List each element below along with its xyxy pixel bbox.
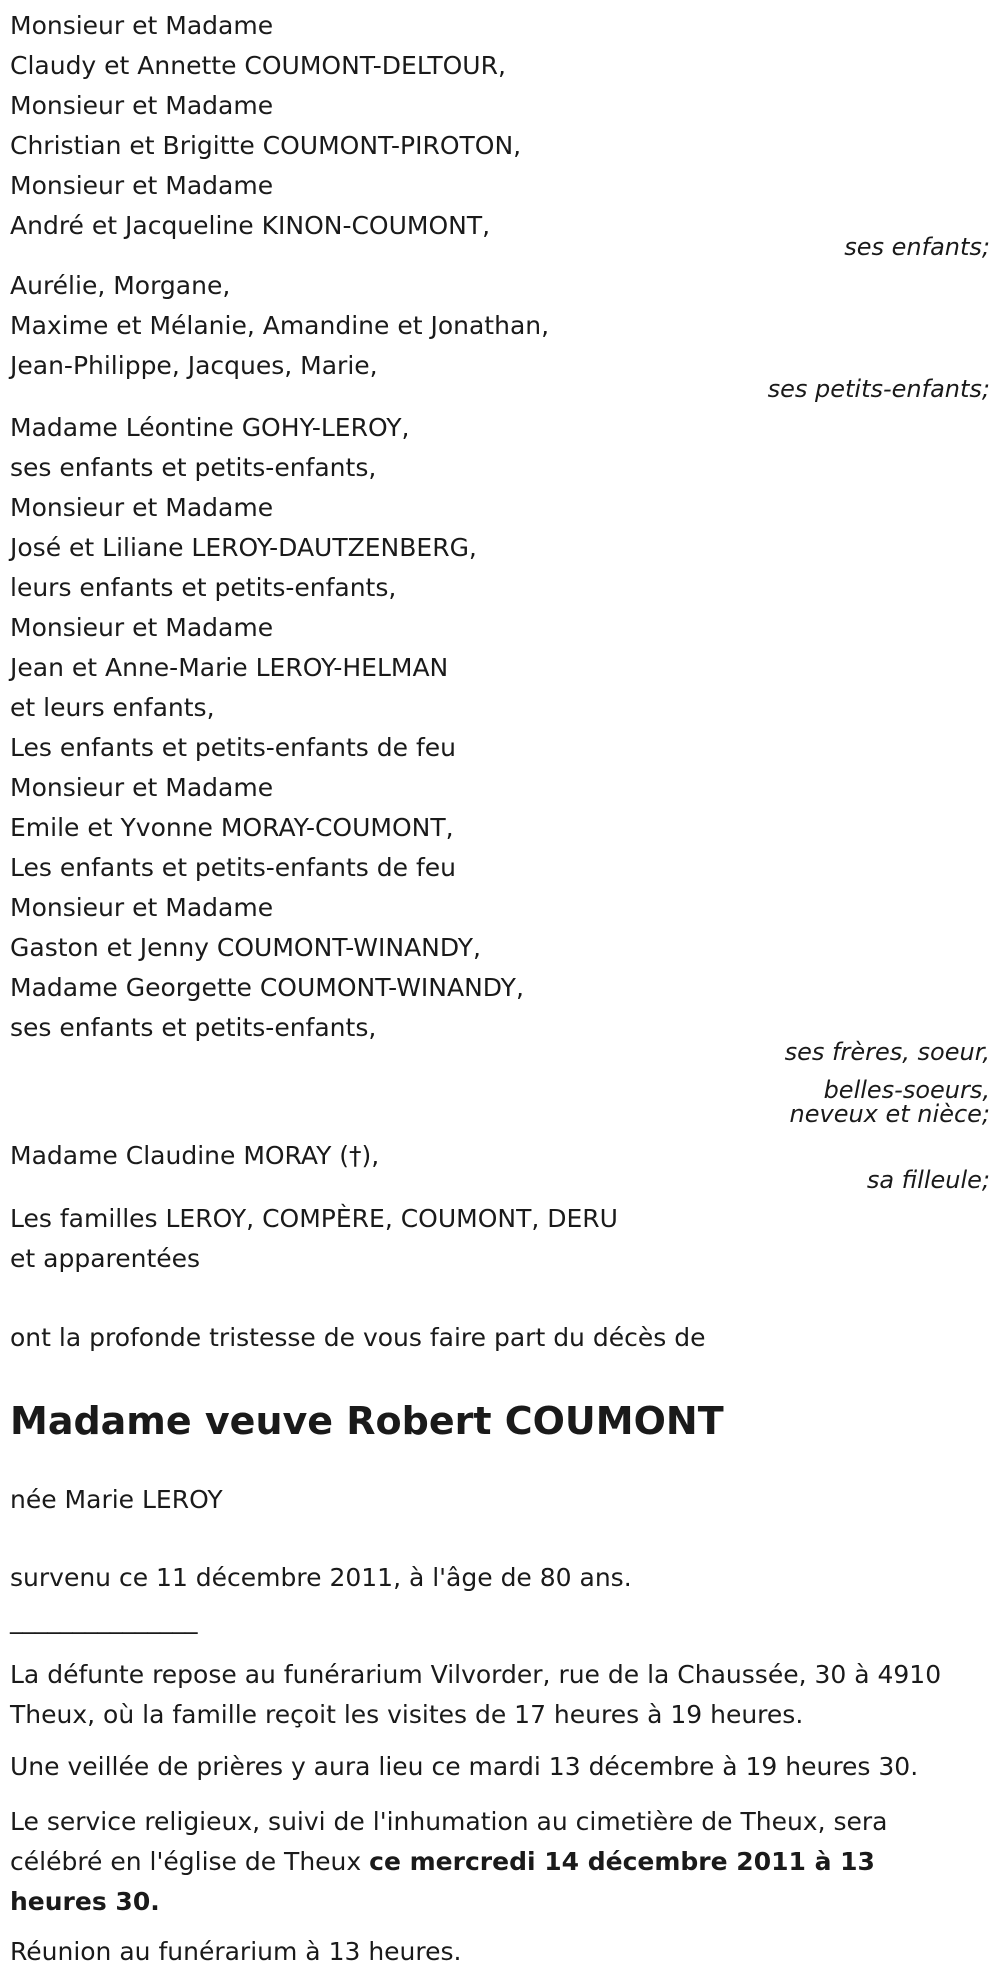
children-line: André et Jacqueline KINON-COUMONT, — [10, 211, 491, 240]
siblings-line: ses enfants et petits-enfants, — [10, 1013, 377, 1042]
families-group — [10, 1199, 618, 1279]
siblings-line: Gaston et Jenny COUMONT-WINANDY, — [10, 933, 481, 962]
announcement-text: ont la profonde tristesse de vous faire part du décès de — [10, 1323, 706, 1352]
children-line: Monsieur et Madame — [10, 11, 274, 40]
vigil-paragraph: Une veillée de prières y aura lieu ce mardi 13 décembre à 19 heures 30. — [10, 1752, 919, 1781]
siblings-role-1: ses frères, soeur, — [784, 1038, 990, 1066]
death-info: survenu ce 11 décembre 2011, à l'âge de 80 ans. — [10, 1563, 632, 1592]
children-role: ses enfants; — [844, 233, 990, 261]
birth-name: née Marie LEROY — [10, 1485, 223, 1514]
rest-paragraph: La défunte repose au funérarium Vilvorder, rue de la Chaussée, 30 à 4910 Theux, où la famille reçoit les visites de 17 heures à 19 heures. — [10, 1660, 942, 1729]
families-line: Les familles LEROY, COMPÈRE, COUMONT, DERU — [10, 1204, 618, 1233]
siblings-line: Les enfants et petits-enfants de feu — [10, 733, 456, 762]
siblings-line: et leurs enfants, — [10, 693, 215, 722]
grandchildren-line: Maxime et Mélanie, Amandine et Jonathan, — [10, 311, 550, 340]
siblings-line: Monsieur et Madame — [10, 893, 274, 922]
service-text: Le service religieux, suivi de l'inhumation au cimetière de Theux, sera célébré en l'église de Theux — [10, 1807, 888, 1876]
deceased-name: Madame veuve Robert COUMONT — [10, 1399, 724, 1443]
siblings-role-3: neveux et nièce; — [789, 1100, 990, 1128]
children-line: Monsieur et Madame — [10, 91, 274, 120]
grandchildren-line: Aurélie, Morgane, — [10, 271, 231, 300]
siblings-line: ses enfants et petits-enfants, — [10, 453, 377, 482]
siblings-line: Madame Léontine GOHY-LEROY, — [10, 413, 410, 442]
children-line: Christian et Brigitte COUMONT-PIROTON, — [10, 131, 522, 160]
grandchildren-line: Jean-Philippe, Jacques, Marie, — [10, 351, 378, 380]
siblings-group — [10, 408, 524, 1048]
service-paragraph — [10, 1802, 980, 1922]
siblings-line: Monsieur et Madame — [10, 613, 274, 642]
siblings-role-2: belles-soeurs, — [823, 1076, 990, 1104]
goddaughter-line: Madame Claudine MORAY (†), — [10, 1141, 380, 1170]
siblings-line: Emile et Yvonne MORAY-COUMONT, — [10, 813, 454, 842]
siblings-line: Les enfants et petits-enfants de feu — [10, 853, 456, 882]
families-line: et apparentées — [10, 1244, 201, 1273]
service-date: ce mercredi 14 décembre 2011 à 13 heures 30. — [10, 1847, 875, 1916]
children-line: Monsieur et Madame — [10, 171, 274, 200]
siblings-line: leurs enfants et petits-enfants, — [10, 573, 397, 602]
goddaughter-role: sa filleule; — [866, 1166, 990, 1194]
siblings-line: Monsieur et Madame — [10, 493, 274, 522]
siblings-line: José et Liliane LEROY-DAUTZENBERG, — [10, 533, 477, 562]
grandchildren-group — [10, 266, 549, 386]
siblings-line: Madame Georgette COUMONT-WINANDY, — [10, 973, 524, 1002]
children-group — [10, 6, 521, 246]
siblings-line: Monsieur et Madame — [10, 773, 274, 802]
children-line: Claudy et Annette COUMONT-DELTOUR, — [10, 51, 506, 80]
grandchildren-role: ses petits-enfants; — [767, 375, 990, 403]
meeting-paragraph: Réunion au funérarium à 13 heures. — [10, 1937, 462, 1966]
separator-line: _______________ — [10, 1605, 198, 1634]
siblings-line: Jean et Anne-Marie LEROY-HELMAN — [10, 653, 449, 682]
